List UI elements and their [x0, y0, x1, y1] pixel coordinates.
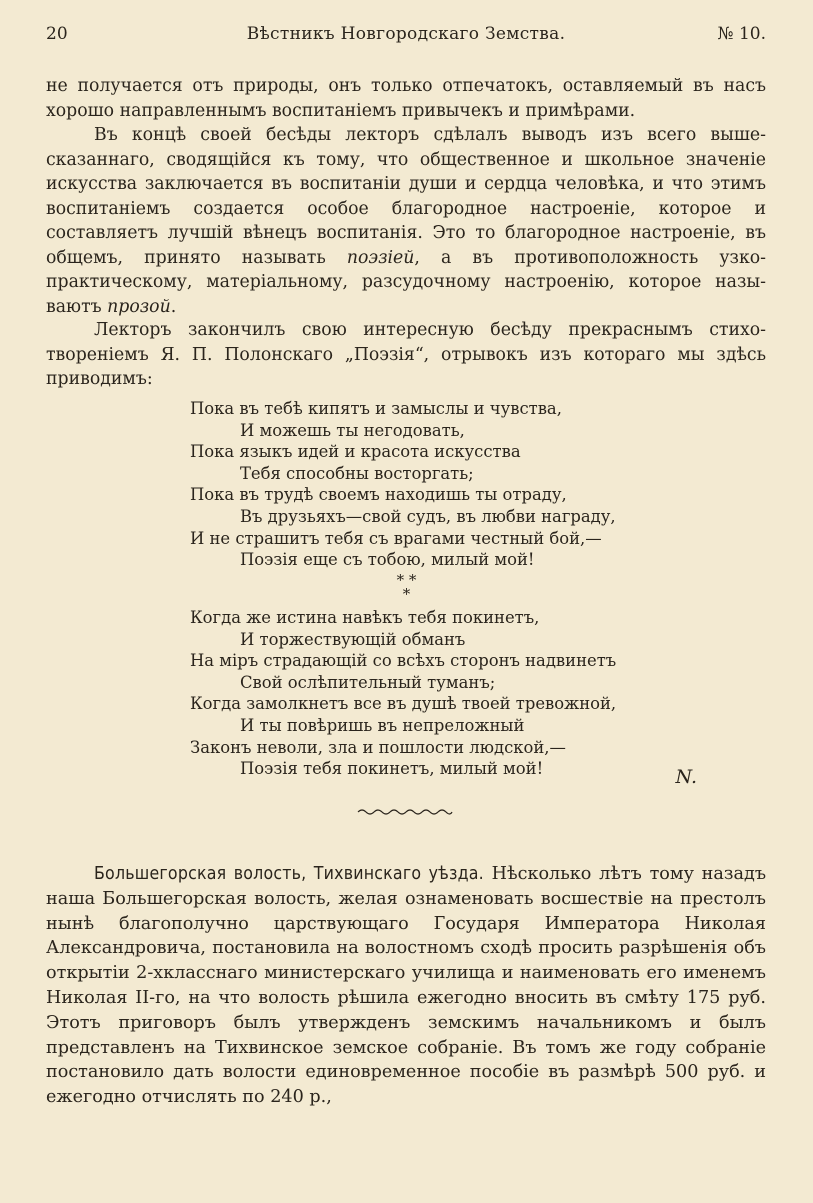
poem-signature: N. — [675, 766, 697, 788]
poem-line: Пока языкъ идей и красота искусства — [190, 442, 521, 462]
emphasis-poetry: поэзіей — [346, 247, 415, 268]
poem-line: Въ друзьяхъ—свой судъ, въ любви награду, — [240, 506, 616, 526]
section-text: Нѣсколько лѣтъ тому назадъ наша Большегорская волость, желая ознаменовать восшествіе на престолъ нынѣ благополучно царствующаго Государя Императора Николая Александровича, постановила на волостномъ сходѣ просить разрѣшенія объ открытіи 2-хкласснаго министерскаго училища и наименовать его именемъ Николая II-го, на что волость рѣшила ежегодно вносить въ смѣту 175 руб. Этотъ приговоръ былъ утвержденъ земскимъ начальникомъ и былъ представленъ на Тихвинское земское собраніе. Въ томъ же году собраніе постановило дать волости единовременное пособіе въ размѣрѣ 500 руб. и ежегодно отчислять по 240 р., — [46, 864, 767, 1108]
poem-line: Тебя способны восторгать; — [240, 463, 474, 483]
poem-stanza-1 — [190, 398, 670, 571]
paragraph-text: Лекторъ закончилъ свою интересную бесѣду прекраснымъ стихотвореніемъ Я. П. Полонскаго „Поэзія“, отрывокъ изъ котораго мы здѣсь приводимъ: — [46, 320, 766, 389]
issue-number: № 10. — [717, 24, 766, 44]
poem-stanza-2 — [190, 607, 670, 780]
poem-line: И не страшитъ тебя съ врагами честный бой,— — [190, 528, 602, 548]
section-bolshegorskaya — [46, 862, 766, 1110]
paragraph-text: , а въ противоположность узкопрактическому, матеріальному, разсудочному настроенію, которое называютъ — [46, 247, 767, 317]
poem-line: На міръ страдающій со всѣхъ сторонъ надвинетъ — [190, 651, 617, 671]
paragraph-line: хорошо направленнымъ воспитаніемъ привычекъ и примѣрами. — [46, 100, 636, 121]
separator-star-bottom: * — [402, 585, 411, 603]
section-heading: Большегорская волость, Тихвинскаго уѣзда. — [94, 864, 484, 884]
poem-line: Пока въ трудѣ своемъ находишь ты отраду, — [190, 485, 567, 505]
poem-line: Когда замолкнетъ все въ душѣ твоей тревожной, — [190, 694, 617, 714]
poem-line: Свой ослѣпительный туманъ; — [240, 672, 496, 692]
poem-line: И можешь ты негодовать, — [240, 420, 465, 440]
page-header — [46, 22, 766, 52]
poem-line: Законъ неволи, зла и пошлости людской,— — [190, 737, 566, 757]
paragraph-poem-intro — [46, 318, 766, 392]
journal-title: Вѣстникъ Новгородскаго Земства. — [246, 24, 566, 44]
paragraph-text: . — [170, 296, 177, 317]
poem-line: Когда же истина навѣкъ тебя покинетъ, — [190, 608, 540, 627]
page-number: 20 — [46, 24, 68, 44]
separator-stars-top: * * — [396, 571, 417, 589]
poem-line: Поэзія тебя покинетъ, милый мой! — [240, 759, 544, 779]
paragraph-line: не получается отъ природы, онъ только отпечатокъ, оставляемый въ насъ — [46, 76, 766, 96]
poem-line: И торжествующій обманъ — [240, 629, 466, 649]
poem-line: Поэзія еще съ тобою, милый мой! — [240, 550, 535, 570]
poem-line: И ты повѣришь въ непреложный — [240, 715, 525, 735]
paragraph-conclusion — [46, 123, 766, 319]
poem-line: Пока въ тебѣ кипятъ и замыслы и чувства, — [190, 399, 562, 418]
emphasis-prose: прозой — [107, 296, 171, 317]
paragraph-text: Въ концѣ своей бесѣды лекторъ сдѣлалъ выводъ изъ всего вышесказаннаго, сводящійся къ тому, что общественное и школьное значеніе искусства заключается въ воспитаніи души и сердца человѣка, и что этимъ воспитаніемъ создается особое благородное настроеніе, которое и составляетъ лучшій вѣнецъ воспитанія. Это то благородное настроеніе, въ общемъ, принято называть — [46, 125, 766, 268]
section-divider — [356, 806, 454, 818]
stanza-separator — [0, 573, 813, 601]
paragraph-continuation — [46, 74, 766, 123]
